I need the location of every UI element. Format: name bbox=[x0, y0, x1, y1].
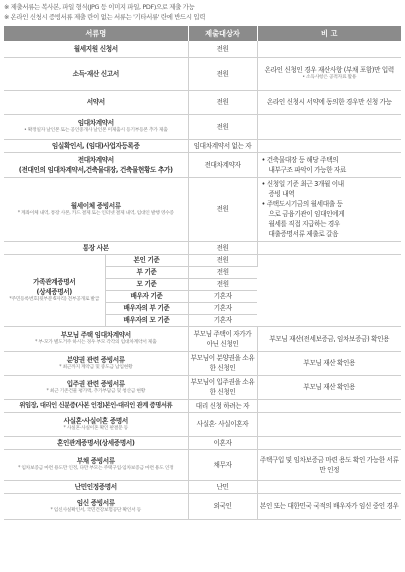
doc-title: 월세이체 증빙서류 bbox=[70, 201, 121, 210]
doc-target: 전원 bbox=[188, 278, 257, 290]
doc-name bbox=[4, 351, 188, 375]
doc-note: * 부·모가 별도거주 하시는 경우 부모 각각의 임대차계약서 제출 bbox=[35, 340, 157, 346]
doc-note: * 계좌이체 내역, 통장 사본, 카드 결제 또는 인터넷 결제 내역, 임대인 발행 영수증 bbox=[17, 210, 174, 216]
family-basis: 배우자 기준 bbox=[105, 290, 188, 302]
doc-remark: 본인 또는 대한민국 국적의 배우자가 임신 중인 경우 bbox=[257, 493, 401, 519]
doc-name: 월세지원 신청서 bbox=[4, 41, 188, 57]
doc-title: 임신 증빙서류 bbox=[76, 498, 115, 507]
doc-remark: 부모님 재산 확인용 bbox=[257, 375, 401, 399]
table-row bbox=[4, 41, 401, 57]
doc-name bbox=[4, 114, 188, 139]
header-doc-name: 서류명 bbox=[4, 26, 188, 41]
doc-remark: 부모님 재산(전세보증금, 임차보증금) 확인용 bbox=[257, 326, 401, 351]
doc-name bbox=[4, 449, 188, 480]
table-row bbox=[4, 480, 401, 493]
family-basis: 배우자의 모 기준 bbox=[105, 314, 188, 326]
doc-target: 임대차계약서 없는 자 bbox=[188, 139, 257, 152]
doc-name bbox=[4, 152, 188, 177]
remark-text: 온라인 신청인 경우 재산사항 (부채 포함)만 입력 bbox=[264, 66, 394, 75]
doc-title: 부채 증빙서류 bbox=[76, 457, 115, 466]
doc-remark bbox=[257, 241, 401, 254]
doc-target: 전원 bbox=[188, 266, 257, 278]
doc-remark: 온라인 신청시 서약에 동의한 경우만 신청 가능 bbox=[257, 90, 401, 114]
remark-item: 내부구조 파악이 가능한 자료 bbox=[268, 165, 346, 174]
doc-name: 혼인관계증명서(상세증명서) bbox=[4, 436, 188, 449]
doc-target: 전원 bbox=[188, 254, 257, 266]
family-basis: 본인 기준 bbox=[105, 254, 188, 266]
table-row bbox=[4, 375, 401, 399]
doc-target: 기혼자 bbox=[188, 302, 257, 314]
doc-remark: 부모님 재산 확인용 bbox=[257, 351, 401, 375]
doc-remark bbox=[257, 254, 401, 326]
table-row bbox=[4, 493, 401, 519]
table-row bbox=[4, 114, 401, 139]
doc-title: 임대차계약서 bbox=[77, 119, 114, 128]
doc-target: 채무자 bbox=[188, 449, 257, 480]
doc-remark bbox=[257, 41, 401, 57]
table-row bbox=[4, 436, 401, 449]
doc-name: 임실확인서, (임대)사업자등록증 bbox=[4, 139, 188, 152]
doc-remark bbox=[257, 152, 401, 177]
table-row bbox=[4, 57, 401, 90]
table-row bbox=[4, 326, 401, 351]
remark-item: 대출증명서류 제출로 갈음 bbox=[268, 230, 339, 238]
doc-target: 전대차계약자 bbox=[188, 152, 257, 177]
doc-title: 전대차계약서 bbox=[77, 155, 114, 164]
doc-remark bbox=[257, 57, 401, 90]
table-row bbox=[4, 90, 401, 114]
table-row bbox=[4, 139, 401, 152]
doc-note: * 임신사실확인서, 국민건강보험공단 확인서 등 bbox=[50, 507, 142, 513]
doc-target: 사실혼· 사실이혼자 bbox=[188, 412, 257, 436]
doc-name bbox=[4, 412, 188, 436]
doc-name: 서약서 bbox=[4, 90, 188, 114]
doc-target: 이혼자 bbox=[188, 436, 257, 449]
table-row bbox=[4, 449, 401, 480]
doc-remark bbox=[257, 114, 401, 139]
doc-note: • 확정일자 날인본 또는 공인중개사 날인본 미제출시 등기부등본 추가 제출 bbox=[23, 128, 168, 134]
remark-item: 월세를 직접 지급하는 경우 bbox=[268, 220, 340, 228]
table-row bbox=[4, 351, 401, 375]
doc-target: 대리 신청 하려는 자 bbox=[188, 399, 257, 412]
doc-target: 전원 bbox=[188, 241, 257, 254]
doc-target: 전원 bbox=[188, 114, 257, 139]
doc-target: 외국인 bbox=[188, 493, 257, 519]
doc-name: 통장 사본 bbox=[4, 241, 188, 254]
doc-title-extra: (전대인의 임대차계약서,건축물대장, 건축물현황도 추가) bbox=[18, 165, 173, 174]
table-row bbox=[4, 254, 401, 266]
table-row bbox=[4, 241, 401, 254]
document-table bbox=[4, 26, 401, 520]
table-row bbox=[4, 412, 401, 436]
doc-note: * 임차보증금 마련 용도만 인정, 다만 부모는 주택구입·임차보증금 마련 용도 인정 bbox=[18, 466, 174, 472]
doc-target: 기혼자 bbox=[188, 290, 257, 302]
doc-note: * 최근 기존건물 평가액, 추가부담금 및 청산금 현황 bbox=[46, 388, 146, 394]
doc-name: 위임장, 대리인 신분증(사본 인정)본인-대리인 관계 증명서류 bbox=[4, 399, 188, 412]
doc-remark bbox=[257, 412, 401, 436]
doc-title: 가족관계증명서 bbox=[33, 277, 76, 286]
doc-name bbox=[4, 177, 188, 241]
doc-target: 전원 bbox=[188, 41, 257, 57]
doc-name bbox=[4, 326, 188, 351]
doc-name bbox=[4, 493, 188, 519]
remark-item: • 건축물대장 등 해당 주택의 bbox=[261, 155, 339, 164]
doc-remark bbox=[257, 139, 401, 152]
remark-note: • 소득사항은 공적자료 활용 bbox=[302, 75, 357, 81]
table-header-row bbox=[4, 26, 401, 41]
family-basis: 모 기준 bbox=[105, 278, 188, 290]
doc-name bbox=[4, 375, 188, 399]
doc-target: 부모님이 입주권을 소유한 신청인 bbox=[188, 375, 257, 399]
doc-note: *주민등록번호(뒷부분 6자리) 전부공개로 발급 bbox=[9, 296, 100, 302]
doc-name bbox=[4, 254, 105, 326]
note-line: ※ 온라인 신청시 증빙서류 제출 란이 없는 서류는 '기타서류' 란에 반드시 입력 bbox=[4, 13, 206, 21]
doc-target: 난민 bbox=[188, 480, 257, 493]
remark-item: • 신청일 기준 최근 3개월 이내 bbox=[261, 180, 344, 188]
note-line: ※ 제출서류는 복사본, 파일 형식(JPG 등 이미지 파일, PDF)으로 제출 가능 bbox=[4, 3, 195, 11]
doc-name: 난민인정증명서 bbox=[4, 480, 188, 493]
table-row bbox=[4, 399, 401, 412]
doc-remark bbox=[257, 177, 401, 241]
doc-title: 입주권 관련 증빙서류 bbox=[66, 379, 125, 388]
doc-target: 전원 bbox=[188, 177, 257, 241]
doc-target: 전원 bbox=[188, 57, 257, 90]
doc-title-extra: (상세증명서) bbox=[36, 287, 72, 296]
header-target: 제출대상자 bbox=[188, 26, 257, 41]
doc-remark bbox=[257, 399, 401, 412]
family-basis: 부 기준 bbox=[105, 266, 188, 278]
doc-note: * 최근까지 계약금 및 중도금 납입현황 bbox=[59, 364, 133, 370]
doc-title: 부모님 주택 임대차계약서 bbox=[60, 331, 131, 340]
doc-note: * 사실혼·사실이혼 확인 판결문 등 bbox=[63, 425, 129, 431]
family-basis: 배우자의 부 기준 bbox=[105, 302, 188, 314]
remark-item: 증빙 내역 bbox=[268, 190, 295, 198]
remark-item: 으로 금융기관이 임대인에게 bbox=[268, 210, 345, 218]
doc-title: 분양권 관련 증빙서류 bbox=[66, 355, 125, 364]
table-row bbox=[4, 177, 401, 241]
doc-remark: 주택구입 및 임차보증금 마련 용도 확인 가능한 서류만 인정 bbox=[257, 449, 401, 480]
table-row bbox=[4, 152, 401, 177]
header-remark: 비 고 bbox=[257, 26, 401, 41]
doc-name: 소득·재산 신고서 bbox=[4, 57, 188, 90]
doc-target: 전원 bbox=[188, 90, 257, 114]
doc-remark bbox=[257, 480, 401, 493]
doc-remark bbox=[257, 436, 401, 449]
remark-item: • 주택도시기금의 월세대출 등 bbox=[261, 200, 343, 208]
doc-target: 부모님이 분양권을 소유한 신청인 bbox=[188, 351, 257, 375]
doc-target: 부모님 주택이 자가가 아닌 신청인 bbox=[188, 326, 257, 351]
doc-title: 사실혼·사실이혼 증명서 bbox=[63, 416, 128, 425]
doc-target: 기혼자 bbox=[188, 314, 257, 326]
